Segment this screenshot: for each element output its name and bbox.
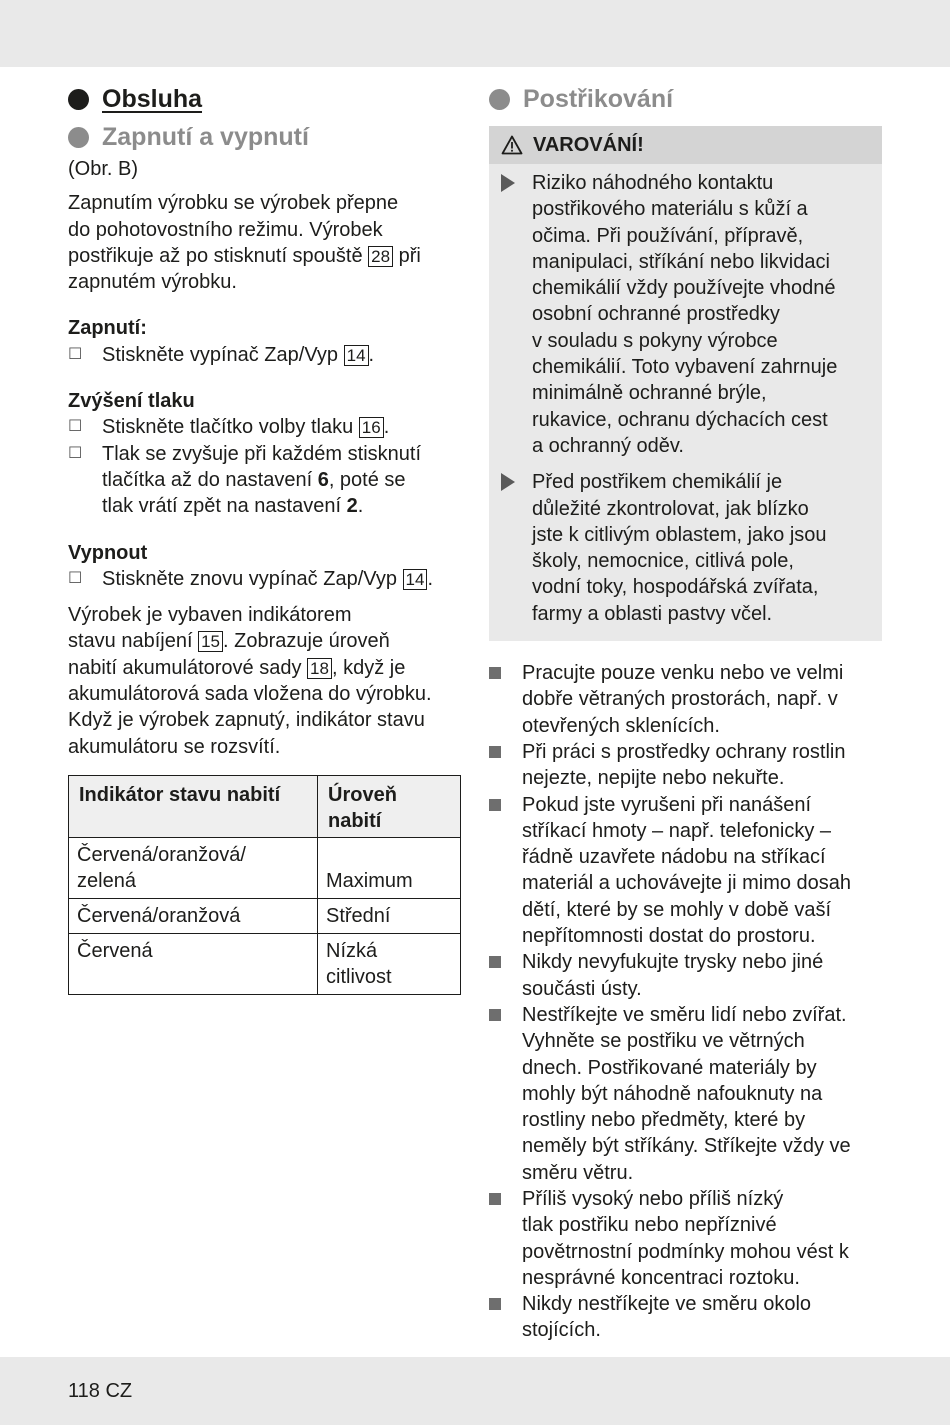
left-column <box>68 80 460 995</box>
part-number-ref: 18 <box>307 658 332 679</box>
table-row <box>69 898 461 933</box>
square-bullet-icon <box>489 949 522 1002</box>
arrow-right-icon <box>501 469 532 627</box>
bullet-dot-icon <box>68 89 89 110</box>
heading-text: Obsluha <box>102 85 203 113</box>
part-number-ref: 15 <box>198 631 223 652</box>
on-step: ☐ Stiskněte vypínač Zap/Vyp 14 . <box>68 342 460 368</box>
part-number-ref: 14 <box>403 569 428 590</box>
warning-header <box>489 126 882 164</box>
list-item: Nestříkejte ve směru lidí nebo zvířat. Vyhněte se postřiku ve větrných dnech. Postřikované materiály by mohly být náhodně nafouknuty na rostliny nebo předměty, které by neměly být stříkány. Stříkejte vždy ve směru větru. <box>489 1002 882 1186</box>
bullet-dot-icon <box>68 127 89 148</box>
warning-item: Riziko náhodného kontaktu postřikového materiálu s kůží a očima. Při používání, přípravě, manipulaci, stříkání nebo likvidaci chemikálií vždy používejte vhodné osobní ochranné prostředky v souladu s pokyny výrobce chemikálií. Toto vybavení zahrnuje minimálně ochranné brýle, rukavice, ochranu dýchacích cest a ochranný oděv. <box>501 170 870 459</box>
table-row <box>69 837 461 898</box>
bullet-dot-icon <box>489 89 510 110</box>
pressure-title: Zvýšení tlaku <box>68 390 195 413</box>
heading-text: Zapnutí a vypnutí <box>102 123 309 151</box>
heading-text: Postřikování <box>523 85 674 113</box>
on-title: Zapnutí: <box>68 317 147 340</box>
warning-triangle-icon <box>501 135 523 155</box>
table-cell: Střední <box>318 898 461 933</box>
off-title: Vypnout <box>68 541 148 564</box>
off-step: ☐ Stiskněte znovu vypínač Zap/Vyp 14 . <box>68 566 460 592</box>
arrow-right-icon <box>501 170 532 459</box>
bottom-band <box>0 1357 950 1425</box>
section-heading-operation <box>68 80 460 118</box>
checkbox-icon: ☐ <box>68 418 83 436</box>
square-bullet-icon <box>489 660 522 739</box>
table-cell: Maximum <box>318 837 461 898</box>
list-item: Pokud jste vyrušeni při nanášení stříkací hmoty – např. telefonicky – řádně uzavřete nádobu na stříkací materiál a uchovávejte ji mimo dosah dětí, které by se mohly v době vaší nepřítomnosti dostat do prostoru. <box>489 792 882 950</box>
list-item: Při práci s prostředky ochrany rostlin nejezte, nepijte nebo nekuřte. <box>489 739 882 792</box>
right-column <box>489 80 882 1344</box>
checkbox-icon: ☐ <box>68 345 83 363</box>
checkbox-icon: ☐ <box>68 444 83 462</box>
checkbox-icon: ☐ <box>68 569 83 587</box>
table-row <box>69 933 461 994</box>
table-header-row <box>69 775 461 837</box>
intro-paragraph: Zapnutím výrobku se výrobek přepne do pohotovostního režimu. Výrobek postřikuje až po stisknutí spouště 28 při zapnutém výrobku. <box>68 192 421 294</box>
table-header-cell: Indikátor stavu nabití <box>69 775 318 837</box>
figure-reference: (Obr. B) <box>68 158 139 180</box>
warning-item: Před postřikem chemikálií je důležité zkontrolovat, jak blízko jste k citlivým oblastem, jako jsou školy, nemocnice, citlivá pole, vodní toky, hospodářská zvířata, farmy a oblasti pastvy včel. <box>501 469 870 627</box>
table-cell: Červená/oranžová <box>69 898 318 933</box>
square-bullet-icon <box>489 1186 522 1291</box>
square-bullet-icon <box>489 792 522 950</box>
list-item: Nikdy nestříkejte ve směru okolo stojících. <box>489 1291 882 1344</box>
table-cell: Nízká citlivost <box>318 933 461 994</box>
table-cell: Červená <box>69 933 318 994</box>
list-item: Pracujte pouze venku nebo ve velmi dobře větraných prostorách, např. v otevřených sklenících. <box>489 660 882 739</box>
table-header-cell: Úroveň nabití <box>318 775 461 837</box>
section-heading-spraying <box>489 80 882 118</box>
part-number-ref: 16 <box>359 417 384 438</box>
square-bullet-icon <box>489 739 522 792</box>
top-band <box>0 0 950 67</box>
table-cell: Červená/oranžová/ zelená <box>69 837 318 898</box>
pressure-step-2: ☐ Tlak se zvyšuje při každém stisknutí tlačítka až do nastavení 6, poté se tlak vrátí zpět na nastavení 2. <box>68 441 460 520</box>
part-number-ref: 28 <box>368 246 393 267</box>
part-number-ref: 14 <box>344 345 369 366</box>
warning-box <box>489 126 882 641</box>
page-number: 118 CZ <box>68 1380 133 1402</box>
charge-level-table <box>68 775 461 995</box>
charge-indicator-paragraph: Výrobek je vybaven indikátorem stavu nabíjení 15 . Zobrazuje úroveň nabití akumulátorové sady 18 , když je akumulátorová sada vložena do výrobku. Když je výrobek zapnutý, indikátor stavu akumulátoru se rozsvítí. <box>68 604 432 758</box>
warning-title: VAROVÁNÍ! <box>533 133 644 156</box>
safety-bullet-list <box>489 660 882 1344</box>
warning-body <box>489 164 882 641</box>
square-bullet-icon <box>489 1002 522 1186</box>
list-item: Nikdy nevyfukujte trysky nebo jiné součásti ústy. <box>489 949 882 1002</box>
list-item: Příliš vysoký nebo příliš nízký tlak postřiku nebo nepříznivé povětrnostní podmínky mohou vést k nesprávné koncentraci roztoku. <box>489 1186 882 1291</box>
pressure-step-1: ☐ Stiskněte tlačítko volby tlaku 16 . <box>68 414 460 440</box>
subheading-on-off <box>68 118 460 156</box>
square-bullet-icon <box>489 1291 522 1344</box>
